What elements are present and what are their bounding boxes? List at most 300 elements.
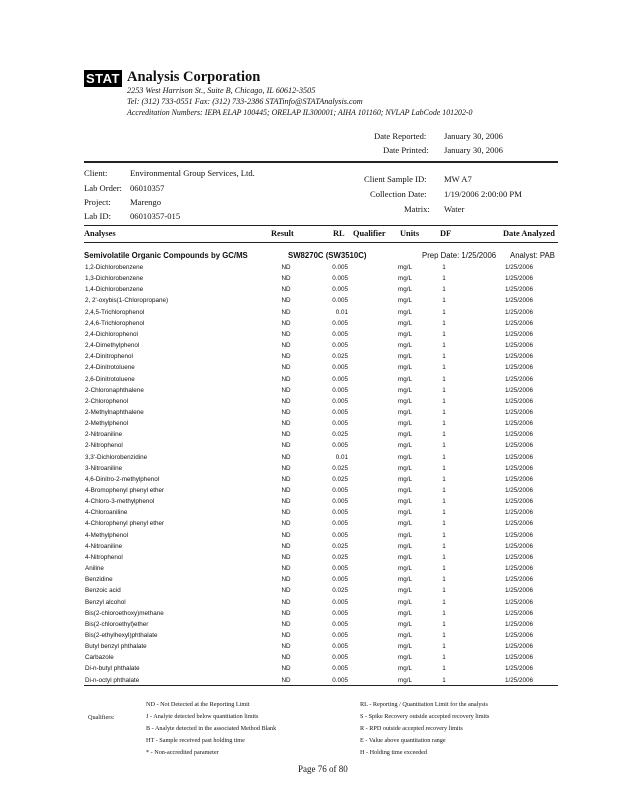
df-value: 1 — [442, 587, 446, 595]
date-analyzed-value: 1/25/2006 — [505, 353, 534, 361]
units-value: mg/L — [398, 397, 412, 405]
project-value: Marengo — [130, 197, 162, 207]
qualifiers-label: Qualifiers: — [88, 714, 115, 721]
result-value: ND — [281, 498, 291, 506]
df-value: 1 — [442, 408, 446, 416]
units-value: mg/L — [398, 319, 412, 327]
units-value: mg/L — [398, 542, 412, 550]
analyte-name: 3,3'-Dichlorobenzidine — [85, 453, 148, 461]
rl-value: 0.005 — [332, 676, 348, 684]
rl-value: 0.005 — [332, 643, 348, 651]
col-df: DF — [440, 229, 452, 238]
analyte-name: 2,4-Dichlorophenol — [85, 330, 138, 338]
rl-value: 0.005 — [332, 654, 348, 662]
result-value: ND — [281, 319, 291, 327]
table-row — [0, 565, 642, 576]
analyte-name: 2-Methylphenol — [85, 420, 129, 428]
units-value: mg/L — [398, 576, 412, 584]
table-row — [0, 309, 642, 320]
table-row — [0, 442, 642, 453]
result-value: ND — [281, 397, 291, 405]
units-value: mg/L — [398, 620, 412, 628]
table-row — [0, 554, 642, 565]
table-row — [0, 520, 642, 531]
date-analyzed-value: 1/25/2006 — [505, 375, 534, 383]
date-analyzed-value: 1/25/2006 — [505, 598, 534, 606]
df-value: 1 — [442, 464, 446, 472]
date-analyzed-value: 1/25/2006 — [505, 319, 534, 327]
analyte-name: 4,6-Dinitro-2-methylphenol — [85, 475, 160, 483]
section-method: SW8270C (SW3510C) — [288, 251, 367, 260]
accreditation-numbers: Accreditation Numbers: IEPA ELAP 100445; ORELAP IL300001; AIHA 101160; NVLAP LabCode 101202-0 — [127, 108, 473, 117]
analyte-name: 4-Chloroaniline — [85, 509, 128, 517]
units-value: mg/L — [398, 475, 412, 483]
date-analyzed-value: 1/25/2006 — [505, 297, 534, 305]
df-value: 1 — [442, 386, 446, 394]
table-row — [0, 364, 642, 375]
result-value: ND — [281, 565, 291, 573]
table-row — [0, 275, 642, 286]
result-value: ND — [281, 487, 291, 494]
rl-value: 0.005 — [332, 576, 348, 584]
note-j: J - Analyte detected below quantitation limits — [146, 713, 259, 720]
df-value: 1 — [442, 420, 446, 428]
rl-value: 0.005 — [332, 342, 348, 350]
df-value: 1 — [442, 264, 446, 271]
date-analyzed-value: 1/25/2006 — [505, 342, 534, 350]
col-rl: RL — [333, 229, 345, 238]
units-value: mg/L — [398, 353, 412, 361]
analyte-name: 4-Methylphenol — [85, 531, 129, 539]
table-row — [0, 643, 642, 654]
result-value: ND — [281, 364, 291, 372]
rl-value: 0.005 — [332, 487, 348, 494]
rl-value: 0.005 — [332, 631, 348, 639]
df-value: 1 — [442, 319, 446, 327]
table-row — [0, 387, 642, 398]
analyte-name: 2-Nitrophenol — [85, 442, 123, 450]
analyte-name: 4-Bromophenyl phenyl ether — [85, 487, 165, 494]
date-analyzed-value: 1/25/2006 — [505, 264, 534, 271]
df-value: 1 — [442, 286, 446, 294]
table-row — [0, 409, 642, 420]
units-value: mg/L — [398, 342, 412, 350]
units-value: mg/L — [398, 364, 412, 372]
table-row — [0, 487, 642, 498]
rl-value: 0.005 — [332, 531, 348, 539]
rl-value: 0.025 — [332, 587, 348, 595]
note-nd: ND - Not Detected at the Reporting Limit — [146, 701, 250, 708]
date-analyzed-value: 1/25/2006 — [505, 676, 534, 684]
result-value: ND — [281, 542, 291, 550]
units-value: mg/L — [398, 286, 412, 294]
lab-order-value: 06010357 — [130, 183, 165, 193]
matrix-value: Water — [444, 204, 465, 214]
units-value: mg/L — [398, 520, 412, 528]
result-value: ND — [281, 475, 291, 483]
note-r: R - RPD outside accepted recovery limits — [360, 725, 463, 732]
df-value: 1 — [442, 364, 446, 372]
analyte-name: 2,4,5-Trichlorophenol — [85, 308, 145, 316]
analyte-name: Bis(2-chloroethyl)ether — [85, 620, 149, 628]
date-reported-value: January 30, 2006 — [444, 131, 503, 141]
result-value: ND — [281, 531, 291, 539]
result-value: ND — [281, 609, 291, 617]
info-divider — [84, 225, 558, 226]
result-value: ND — [281, 453, 291, 461]
rl-value: 0.025 — [332, 353, 348, 361]
table-row — [0, 420, 642, 431]
company-logo: STAT — [85, 71, 120, 86]
units-value: mg/L — [398, 553, 412, 561]
df-value: 1 — [442, 353, 446, 361]
result-value: ND — [281, 598, 291, 606]
units-value: mg/L — [398, 631, 412, 639]
units-value: mg/L — [398, 487, 412, 494]
df-value: 1 — [442, 487, 446, 494]
analyte-name: 2, 2'-oxybis(1-Chloropropane) — [85, 297, 169, 305]
rl-value: 0.005 — [332, 565, 348, 573]
result-value: ND — [281, 442, 291, 450]
date-analyzed-value: 1/25/2006 — [505, 498, 534, 506]
date-analyzed-value: 1/25/2006 — [505, 565, 534, 573]
rl-value: 0.025 — [332, 475, 348, 483]
date-printed-label: Date Printed: — [383, 145, 429, 155]
df-value: 1 — [442, 565, 446, 573]
rl-value: 0.005 — [332, 420, 348, 428]
date-analyzed-value: 1/25/2006 — [505, 431, 534, 439]
units-value: mg/L — [398, 498, 412, 506]
date-analyzed-value: 1/25/2006 — [505, 330, 534, 338]
df-value: 1 — [442, 509, 446, 517]
result-value: ND — [281, 676, 291, 684]
table-row — [0, 654, 642, 665]
df-value: 1 — [442, 542, 446, 550]
lab-id-label: Lab ID: — [84, 211, 111, 221]
units-value: mg/L — [398, 420, 412, 428]
units-value: mg/L — [398, 587, 412, 595]
date-analyzed-value: 1/25/2006 — [505, 364, 534, 372]
units-value: mg/L — [398, 408, 412, 416]
note-b: B - Analyte detected in the associated Method Blank — [146, 725, 277, 732]
date-analyzed-value: 1/25/2006 — [505, 553, 534, 561]
analyte-name: Di-n-octyl phthalate — [85, 676, 140, 684]
date-analyzed-value: 1/25/2006 — [505, 631, 534, 639]
table-row — [0, 587, 642, 598]
page-number: Page 76 of 80 — [298, 764, 348, 774]
rl-value: 0.005 — [332, 665, 348, 673]
result-value: ND — [281, 375, 291, 383]
date-analyzed-value: 1/25/2006 — [505, 275, 534, 283]
date-analyzed-value: 1/25/2006 — [505, 665, 534, 673]
analyte-name: 4-Chloro-3-methylphenol — [85, 498, 155, 506]
df-value: 1 — [442, 609, 446, 617]
date-analyzed-value: 1/25/2006 — [505, 453, 534, 461]
table-row — [0, 621, 642, 632]
rl-value: 0.005 — [332, 264, 348, 271]
table-row — [0, 398, 642, 409]
date-analyzed-value: 1/25/2006 — [505, 654, 534, 662]
units-value: mg/L — [398, 330, 412, 338]
date-analyzed-value: 1/25/2006 — [505, 464, 534, 472]
table-row — [0, 454, 642, 465]
date-analyzed-value: 1/25/2006 — [505, 509, 534, 517]
table-row — [0, 532, 642, 543]
date-analyzed-value: 1/25/2006 — [505, 531, 534, 539]
client-value: Environmental Group Services, Ltd. — [130, 168, 255, 178]
rl-value: 0.005 — [332, 442, 348, 450]
date-analyzed-value: 1/25/2006 — [505, 620, 534, 628]
analyte-name: 4-Nitroaniline — [85, 542, 123, 550]
analyte-name: 4-Chlorophenyl phenyl ether — [85, 520, 165, 528]
analyte-name: Benzyl alcohol — [85, 598, 126, 606]
result-value: ND — [281, 587, 291, 595]
date-analyzed-value: 1/25/2006 — [505, 587, 534, 595]
note-non-accredited: * - Non-accredited parameter — [146, 749, 219, 756]
date-analyzed-value: 1/25/2006 — [505, 475, 534, 483]
analyte-name: 2,4-Dimethylphenol — [85, 342, 140, 350]
result-value: ND — [281, 576, 291, 584]
units-value: mg/L — [398, 676, 412, 684]
lab-order-label: Lab Order: — [84, 183, 122, 193]
df-value: 1 — [442, 375, 446, 383]
rl-value: 0.005 — [332, 408, 348, 416]
table-row — [0, 297, 642, 308]
df-value: 1 — [442, 453, 446, 461]
rl-value: 0.01 — [335, 453, 348, 461]
rl-value: 0.005 — [332, 319, 348, 327]
df-value: 1 — [442, 498, 446, 506]
analyte-name: Butyl benzyl phthalate — [85, 643, 147, 651]
table-row — [0, 599, 642, 610]
units-value: mg/L — [398, 509, 412, 517]
rl-value: 0.005 — [332, 386, 348, 394]
df-value: 1 — [442, 308, 446, 316]
units-value: mg/L — [398, 609, 412, 617]
df-value: 1 — [442, 553, 446, 561]
company-contact: Tel: (312) 733-0551 Fax: (312) 733-2386 STATinfo@STATAnalysis.com — [127, 97, 363, 106]
table-row — [0, 476, 642, 487]
result-value: ND — [281, 665, 291, 673]
units-value: mg/L — [398, 264, 412, 271]
df-value: 1 — [442, 654, 446, 662]
analyte-name: Carbazole — [85, 654, 114, 662]
analyte-name: 2,4-Dinitrotoluene — [85, 364, 135, 372]
rl-value: 0.005 — [332, 364, 348, 372]
date-analyzed-value: 1/25/2006 — [505, 520, 534, 528]
units-value: mg/L — [398, 453, 412, 461]
analyte-name: 2-Chlorophenol — [85, 397, 129, 405]
matrix-label: Matrix: — [404, 204, 430, 214]
analyte-name: Aniline — [85, 565, 104, 573]
result-value: ND — [281, 520, 291, 528]
date-analyzed-value: 1/25/2006 — [505, 576, 534, 584]
note-ht: HT - Sample received past holding time — [146, 737, 245, 744]
table-row — [0, 376, 642, 387]
result-value: ND — [281, 620, 291, 628]
result-value: ND — [281, 353, 291, 361]
footer-divider — [84, 685, 558, 686]
section-analyst: Analyst: PAB — [510, 251, 555, 260]
df-value: 1 — [442, 643, 446, 651]
units-value: mg/L — [398, 464, 412, 472]
table-row — [0, 465, 642, 476]
col-qualifier: Qualifier — [353, 229, 386, 238]
result-value: ND — [281, 553, 291, 561]
rl-value: 0.005 — [332, 620, 348, 628]
date-analyzed-value: 1/25/2006 — [505, 609, 534, 617]
analyte-name: Di-n-butyl phthalate — [85, 665, 140, 673]
section-prep-date: Prep Date: 1/25/2006 — [422, 251, 497, 260]
section-title: Semivolatile Organic Compounds by GC/MS — [84, 251, 248, 260]
date-analyzed-value: 1/25/2006 — [505, 487, 534, 494]
result-value: ND — [281, 643, 291, 651]
df-value: 1 — [442, 676, 446, 684]
table-row — [0, 498, 642, 509]
df-value: 1 — [442, 397, 446, 405]
df-value: 1 — [442, 275, 446, 283]
rl-value: 0.005 — [332, 297, 348, 305]
client-sample-id-label: Client Sample ID: — [364, 174, 427, 184]
result-value: ND — [281, 631, 291, 639]
date-analyzed-value: 1/25/2006 — [505, 542, 534, 550]
df-value: 1 — [442, 631, 446, 639]
rl-value: 0.025 — [332, 464, 348, 472]
rl-value: 0.005 — [332, 609, 348, 617]
units-value: mg/L — [398, 531, 412, 539]
date-analyzed-value: 1/25/2006 — [505, 286, 534, 294]
df-value: 1 — [442, 520, 446, 528]
units-value: mg/L — [398, 297, 412, 305]
result-value: ND — [281, 431, 291, 439]
col-date-analyzed: Date Analyzed — [503, 229, 555, 238]
rl-value: 0.005 — [332, 498, 348, 506]
date-analyzed-value: 1/25/2006 — [505, 408, 534, 416]
analyte-name: 1,2-Dichlorobenzene — [85, 264, 144, 271]
df-value: 1 — [442, 620, 446, 628]
analyte-name: Benzoic acid — [85, 587, 121, 595]
analyte-name: 2,4,6-Trichlorophenol — [85, 319, 145, 327]
date-analyzed-value: 1/25/2006 — [505, 420, 534, 428]
units-value: mg/L — [398, 431, 412, 439]
units-value: mg/L — [398, 665, 412, 673]
units-value: mg/L — [398, 442, 412, 450]
units-value: mg/L — [398, 654, 412, 662]
table-row — [0, 264, 642, 275]
df-value: 1 — [442, 330, 446, 338]
table-row — [0, 353, 642, 364]
result-value: ND — [281, 308, 291, 316]
company-address: 2253 West Harrison St., Suite B, Chicago, IL 60612-3505 — [127, 86, 316, 95]
analyte-name: 3-Nitroaniline — [85, 464, 123, 472]
df-value: 1 — [442, 665, 446, 673]
rl-value: 0.005 — [332, 520, 348, 528]
table-row — [0, 509, 642, 520]
rl-value: 0.025 — [332, 542, 348, 550]
analyte-name: 1,4-Dichlorobenzene — [85, 286, 144, 294]
col-result: Result — [271, 229, 294, 238]
df-value: 1 — [442, 342, 446, 350]
result-value: ND — [281, 509, 291, 517]
units-value: mg/L — [398, 598, 412, 606]
analyte-name: Bis(2-chloroethoxy)methane — [85, 609, 164, 617]
table-row — [0, 342, 642, 353]
result-value: ND — [281, 275, 291, 283]
df-value: 1 — [442, 598, 446, 606]
result-value: ND — [281, 286, 291, 294]
client-sample-id-value: MW A7 — [444, 174, 472, 184]
note-s: S - Spike Recovery outside accepted recovery limits — [360, 713, 490, 720]
date-analyzed-value: 1/25/2006 — [505, 308, 534, 316]
client-label: Client: — [84, 168, 108, 178]
top-divider — [84, 161, 558, 163]
rl-value: 0.005 — [332, 375, 348, 383]
result-value: ND — [281, 342, 291, 350]
units-value: mg/L — [398, 308, 412, 316]
date-analyzed-value: 1/25/2006 — [505, 397, 534, 405]
df-value: 1 — [442, 442, 446, 450]
table-row — [0, 286, 642, 297]
rl-value: 0.005 — [332, 509, 348, 517]
units-value: mg/L — [398, 375, 412, 383]
analyte-name: Bis(2-ethylhexyl)phthalate — [85, 631, 158, 639]
note-h: H - Holding time exceeded — [360, 749, 428, 756]
table-row — [0, 431, 642, 442]
table-row — [0, 610, 642, 621]
rl-value: 0.025 — [332, 553, 348, 561]
rl-value: 0.005 — [332, 330, 348, 338]
result-value: ND — [281, 654, 291, 662]
rl-value: 0.005 — [332, 397, 348, 405]
table-row — [0, 632, 642, 643]
result-value: ND — [281, 297, 291, 305]
df-value: 1 — [442, 431, 446, 439]
rl-value: 0.005 — [332, 286, 348, 294]
table-row — [0, 320, 642, 331]
rl-value: 0.005 — [332, 598, 348, 606]
df-value: 1 — [442, 576, 446, 584]
date-printed-value: January 30, 2006 — [444, 145, 503, 155]
col-analyses: Analyses — [84, 229, 116, 238]
rl-value: 0.025 — [332, 431, 348, 439]
result-value: ND — [281, 420, 291, 428]
col-units: Units — [400, 229, 420, 238]
note-e: E - Value above quantitation range — [360, 737, 446, 744]
units-value: mg/L — [398, 275, 412, 283]
collection-date-label: Collection Date: — [370, 189, 427, 199]
analyte-name: Benzidine — [85, 576, 113, 584]
analyte-name: 2-Methylnaphthalene — [85, 408, 144, 416]
result-value: ND — [281, 264, 291, 271]
table-row — [0, 543, 642, 554]
result-value: ND — [281, 330, 291, 338]
analyte-name: 1,3-Dichlorobenzene — [85, 275, 144, 283]
analyte-name: 2-Nitroaniline — [85, 431, 123, 439]
table-row — [0, 331, 642, 342]
analyte-name: 2-Chloronaphthalene — [85, 386, 144, 394]
rl-value: 0.005 — [332, 275, 348, 283]
date-analyzed-value: 1/25/2006 — [505, 643, 534, 651]
project-label: Project: — [84, 197, 111, 207]
table-row — [0, 665, 642, 676]
result-value: ND — [281, 408, 291, 416]
lab-id-value: 06010357-015 — [130, 211, 181, 221]
analyte-name: 2,6-Dinitrotoluene — [85, 375, 135, 383]
analyte-name: 2,4-Dinitrophenol — [85, 353, 133, 361]
table-row — [0, 576, 642, 587]
rl-value: 0.01 — [335, 308, 348, 316]
df-value: 1 — [442, 297, 446, 305]
